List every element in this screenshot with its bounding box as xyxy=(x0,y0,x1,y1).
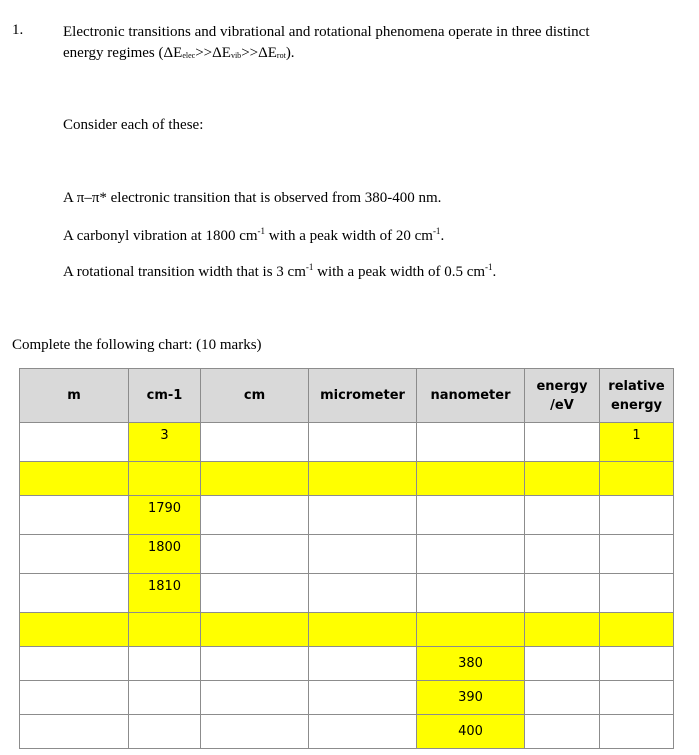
table-cell[interactable] xyxy=(309,496,417,535)
table-cell[interactable]: 1 xyxy=(600,423,674,462)
table-cell[interactable] xyxy=(20,423,129,462)
table-cell[interactable] xyxy=(20,535,129,574)
table-cell[interactable] xyxy=(525,613,600,647)
table-cell[interactable] xyxy=(417,613,525,647)
item-vibration-a: A carbonyl vibration at 1800 cm xyxy=(63,228,258,244)
table-cell[interactable] xyxy=(600,681,674,715)
table-cell[interactable] xyxy=(417,496,525,535)
header-energy-ev: energy /eV xyxy=(525,369,600,423)
table-cell[interactable] xyxy=(525,715,600,749)
table-cell[interactable] xyxy=(201,647,309,681)
table-row xyxy=(20,462,674,496)
intro-line-1: Electronic transitions and vibrational and rotational phenomena operate in three distinct xyxy=(63,24,590,40)
table-cell[interactable] xyxy=(309,613,417,647)
table-header-row xyxy=(20,369,674,423)
table-cell[interactable] xyxy=(309,574,417,613)
item-vibration-b: with a peak width of 20 cm xyxy=(265,228,433,244)
table-cell[interactable] xyxy=(600,462,674,496)
sub-elec: elec xyxy=(182,51,196,60)
item-rotation-period: . xyxy=(492,264,497,280)
table-cell[interactable] xyxy=(600,574,674,613)
table-cell[interactable] xyxy=(20,574,129,613)
delta-e-rot: ΔE xyxy=(258,45,277,61)
table-cell[interactable]: 1800 xyxy=(129,535,201,574)
table-cell[interactable] xyxy=(525,647,600,681)
header-relative-energy: relative energy xyxy=(600,369,674,423)
intro-line-2-prefix: energy regimes ( xyxy=(63,45,164,61)
table-row xyxy=(20,423,674,462)
table-cell[interactable] xyxy=(309,423,417,462)
sub-vib: vib xyxy=(230,51,242,60)
table-cell[interactable] xyxy=(201,496,309,535)
table-row xyxy=(20,715,674,749)
header-micrometer: micrometer xyxy=(309,369,417,423)
item-rotation-b: with a peak width of 0.5 cm xyxy=(313,264,486,280)
table-cell[interactable] xyxy=(20,647,129,681)
table-cell[interactable]: 1790 xyxy=(129,496,201,535)
table-row xyxy=(20,681,674,715)
table-cell[interactable] xyxy=(201,681,309,715)
item-vibration-sup-1: -1 xyxy=(257,226,266,236)
table-cell[interactable] xyxy=(417,535,525,574)
table-cell[interactable] xyxy=(525,496,600,535)
table-cell[interactable] xyxy=(201,423,309,462)
table-cell[interactable] xyxy=(525,535,600,574)
delta-e-vib: ΔE xyxy=(212,45,231,61)
table-cell[interactable] xyxy=(600,496,674,535)
table-row xyxy=(20,535,674,574)
table-row xyxy=(20,613,674,647)
table-cell[interactable] xyxy=(309,462,417,496)
header-nanometer: nanometer xyxy=(417,369,525,423)
table-cell[interactable] xyxy=(309,647,417,681)
table-row xyxy=(20,647,674,681)
item-vibration-period: . xyxy=(440,228,445,244)
table-cell[interactable] xyxy=(309,715,417,749)
table-cell[interactable] xyxy=(417,423,525,462)
table-cell[interactable] xyxy=(600,613,674,647)
header-cm: cm xyxy=(201,369,309,423)
table-cell[interactable] xyxy=(600,535,674,574)
table-cell[interactable]: 380 xyxy=(417,647,525,681)
delta-e-elec: ΔE xyxy=(163,45,183,61)
table-cell[interactable] xyxy=(417,462,525,496)
table-cell[interactable] xyxy=(309,535,417,574)
table-cell[interactable] xyxy=(600,647,674,681)
question-number: 1. xyxy=(12,22,24,38)
header-m: m xyxy=(20,369,129,423)
table-cell[interactable] xyxy=(201,535,309,574)
item-vibration-sup-2: -1 xyxy=(432,226,441,236)
table-cell[interactable] xyxy=(201,715,309,749)
item-rotation-sup-2: -1 xyxy=(485,262,493,272)
table-cell[interactable] xyxy=(525,423,600,462)
header-cm-1: cm-1 xyxy=(129,369,201,423)
conversion-chart xyxy=(19,368,674,749)
table-cell[interactable] xyxy=(417,574,525,613)
table-cell[interactable]: 390 xyxy=(417,681,525,715)
table-cell[interactable] xyxy=(20,496,129,535)
table-cell[interactable] xyxy=(309,681,417,715)
table-row xyxy=(20,574,674,613)
question-intro xyxy=(63,22,683,65)
table-cell[interactable] xyxy=(20,681,129,715)
table-cell[interactable] xyxy=(129,647,201,681)
item-vibration xyxy=(63,226,444,245)
sub-rot: rot xyxy=(276,51,286,60)
gtgt-2: >> xyxy=(241,45,259,61)
table-cell[interactable]: 1810 xyxy=(129,574,201,613)
table-cell[interactable] xyxy=(525,574,600,613)
item-rotation xyxy=(63,262,496,281)
gtgt-1: >> xyxy=(195,45,213,61)
table-cell[interactable] xyxy=(129,462,201,496)
table-cell[interactable] xyxy=(129,681,201,715)
table-cell[interactable] xyxy=(201,462,309,496)
table-cell[interactable] xyxy=(201,574,309,613)
table-cell[interactable] xyxy=(20,715,129,749)
table-cell[interactable] xyxy=(129,613,201,647)
item-rotation-a: A rotational transition width that is 3 cm xyxy=(63,264,306,280)
item-rotation-sup-1: -1 xyxy=(305,262,314,272)
table-row xyxy=(20,496,674,535)
table-cell[interactable] xyxy=(20,613,129,647)
table-cell[interactable]: 3 xyxy=(129,423,201,462)
table-cell[interactable] xyxy=(525,462,600,496)
intro-close: ). xyxy=(285,45,295,61)
table-cell[interactable] xyxy=(525,681,600,715)
table-cell[interactable] xyxy=(201,613,309,647)
table-cell[interactable] xyxy=(20,462,129,496)
item-electronic: A π–π* electronic transition that is observed from 380-400 nm. xyxy=(63,190,442,206)
table-cell[interactable] xyxy=(600,715,674,749)
instruction-text: Complete the following chart: (10 marks) xyxy=(12,337,262,353)
table-cell[interactable] xyxy=(129,715,201,749)
consider-text: Consider each of these: xyxy=(63,117,204,133)
table-cell[interactable]: 400 xyxy=(417,715,525,749)
